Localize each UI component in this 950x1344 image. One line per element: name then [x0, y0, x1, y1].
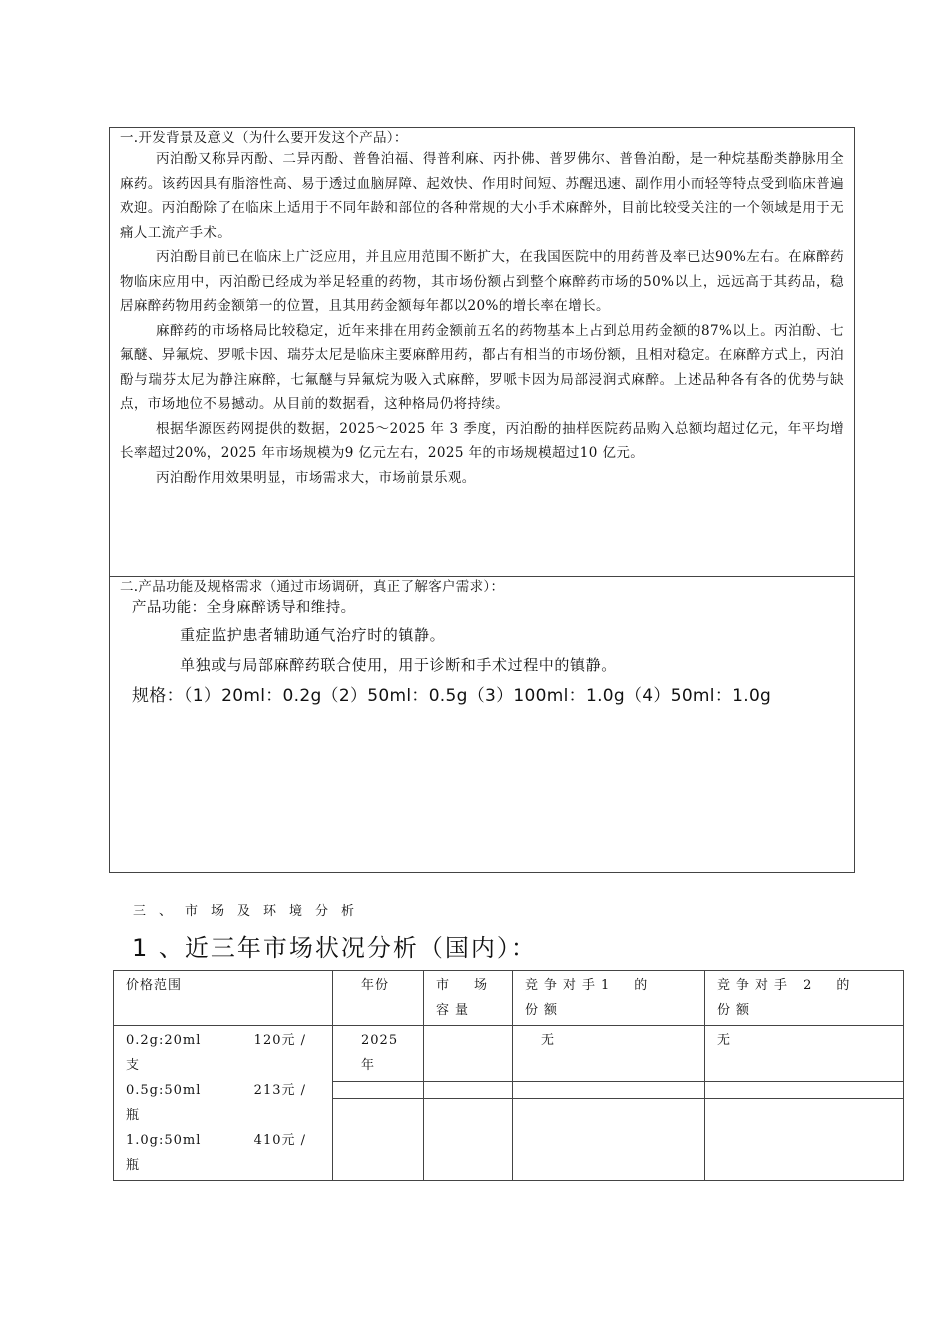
- price-unit: 瓶: [126, 1158, 141, 1173]
- capacity-cell: [424, 1098, 513, 1180]
- header-competitor-2-line1: 竞争对手 2 的: [717, 978, 856, 993]
- price-line: [126, 1078, 320, 1103]
- section1-paragraph: 麻醉药的市场格局比较稳定，近年来排在用药金额前五名的药物基本上占到总用药金额的87%以上。丙泊酚、七氟醚、异氟烷、罗哌卡因、瑞芬太尼是临床主要麻醉用药，都占有相当的市场份额，且相对稳定。在麻醉方式上，丙泊酚与瑞芬太尼为静注麻醉，七氟醚与异氟烷为吸入式麻醉，罗哌卡因为局部浸润式麻醉。上述品种各有各的优势与缺点，市场地位不易撼动。从目前的数据看，这种格局仍将持续。: [120, 322, 844, 412]
- section1-paragraph: 根据华源医药网提供的数据，2025～2025 年 3 季度，丙泊酚的抽样医院药品购入总额均超过亿元，年平均增长率超过20%，2025 年市场规模为9 亿元左右，2025 年的市场规模超过10 亿元。: [120, 420, 844, 461]
- header-capacity-line2: 容量: [436, 1003, 475, 1018]
- competitor-1-cell: [513, 1082, 705, 1098]
- header-capacity-line1: 市 场: [436, 978, 494, 993]
- section-development-background: [109, 127, 855, 577]
- competitor-1-cell: [513, 1098, 705, 1180]
- header-competitor-2-line2: 份额: [717, 1003, 756, 1018]
- section3-subtitle: 1 、近三年市场状况分析（国内）：: [132, 934, 537, 962]
- header-competitor-1-line1: 竞争对手1 的: [525, 978, 654, 993]
- capacity-cell: [424, 1026, 513, 1082]
- price-range-cell: [114, 1026, 333, 1181]
- year-cell: [333, 1026, 424, 1082]
- product-spec-line: 规格：（1）20ml：0.2g（2）50ml：0.5g（3）100ml：1.0g（4）50ml：1.0g: [132, 686, 772, 706]
- header-competitor-1: [513, 971, 705, 1026]
- section1-heading: 一.开发背景及意义（为什么要开发这个产品）：: [120, 130, 408, 146]
- price-spec: 1.0g:50ml: [126, 1133, 202, 1148]
- product-use-line: 单独或与局部麻醉药联合使用，用于诊断和手术过程中的镇静。: [180, 656, 617, 674]
- price-line: [126, 1028, 320, 1053]
- price-spec: 0.2g:20ml: [126, 1033, 202, 1048]
- section-product-function: [109, 576, 855, 873]
- price-value: 213元 /: [253, 1083, 306, 1098]
- competitor-1-cell: 无: [513, 1026, 705, 1082]
- header-competitor-2: [705, 971, 904, 1026]
- year-cell: [333, 1098, 424, 1180]
- market-analysis-table: [113, 970, 904, 1181]
- year-value: 2025: [361, 1033, 399, 1048]
- header-year: 年份: [333, 971, 424, 1026]
- capacity-cell: [424, 1082, 513, 1098]
- section3-title: 三、市场及环境分析: [133, 904, 368, 919]
- section2-heading: 二.产品功能及规格需求（通过市场调研，真正了解客户需求）：: [120, 579, 505, 595]
- competitor-2-cell: 无: [705, 1026, 904, 1082]
- header-price-range: 价格范围: [114, 971, 333, 1026]
- price-unit: 瓶: [126, 1108, 141, 1123]
- year-cell: [333, 1082, 424, 1098]
- table-row: [114, 1026, 904, 1082]
- year-unit: 年: [361, 1058, 376, 1073]
- product-use-line: 重症监护患者辅助通气治疗时的镇静。: [180, 626, 446, 644]
- price-value: 410元 /: [253, 1133, 306, 1148]
- header-competitor-1-line2: 份额: [525, 1003, 564, 1018]
- table-header-row: [114, 971, 904, 1026]
- header-capacity: [424, 971, 513, 1026]
- section1-paragraph: 丙泊酚又称异丙酚、二异丙酚、普鲁泊福、得普利麻、丙扑佛、普罗佛尔、普鲁泊酚，是一种烷基酚类静脉用全麻药。该药因具有脂溶性高、易于透过血脑屏障、起效快、作用时间短、苏醒迅速、副作用小而轻等特点受到临床普遍欢迎。丙泊酚除了在临床上适用于不同年龄和部位的各种常规的大小手术麻醉外，目前比较受关注的一个领域是用于无痛人工流产手术。: [120, 151, 844, 241]
- competitor-2-cell: [705, 1082, 904, 1098]
- section1-paragraph: 丙泊酚作用效果明显，市场需求大，市场前景乐观。: [156, 469, 476, 486]
- product-function-line: 产品功能：全身麻醉诱导和维持。: [132, 600, 356, 616]
- price-line: [126, 1128, 320, 1153]
- section1-paragraph: 丙泊酚目前已在临床上广泛应用，并且应用范围不断扩大，在我国医院中的用药普及率已达90%左右。在麻醉药物临床应用中，丙泊酚已经成为举足轻重的药物，其市场份额占到整个麻醉药市场的50%以上，远远高于其药品，稳居麻醉药物用药金额第一的位置，且其用药金额每年都以20%的增长率在增长。: [120, 249, 844, 314]
- price-unit: 支: [126, 1058, 141, 1073]
- price-value: 120元 /: [253, 1033, 306, 1048]
- competitor-2-cell: [705, 1098, 904, 1180]
- price-spec: 0.5g:50ml: [126, 1083, 202, 1098]
